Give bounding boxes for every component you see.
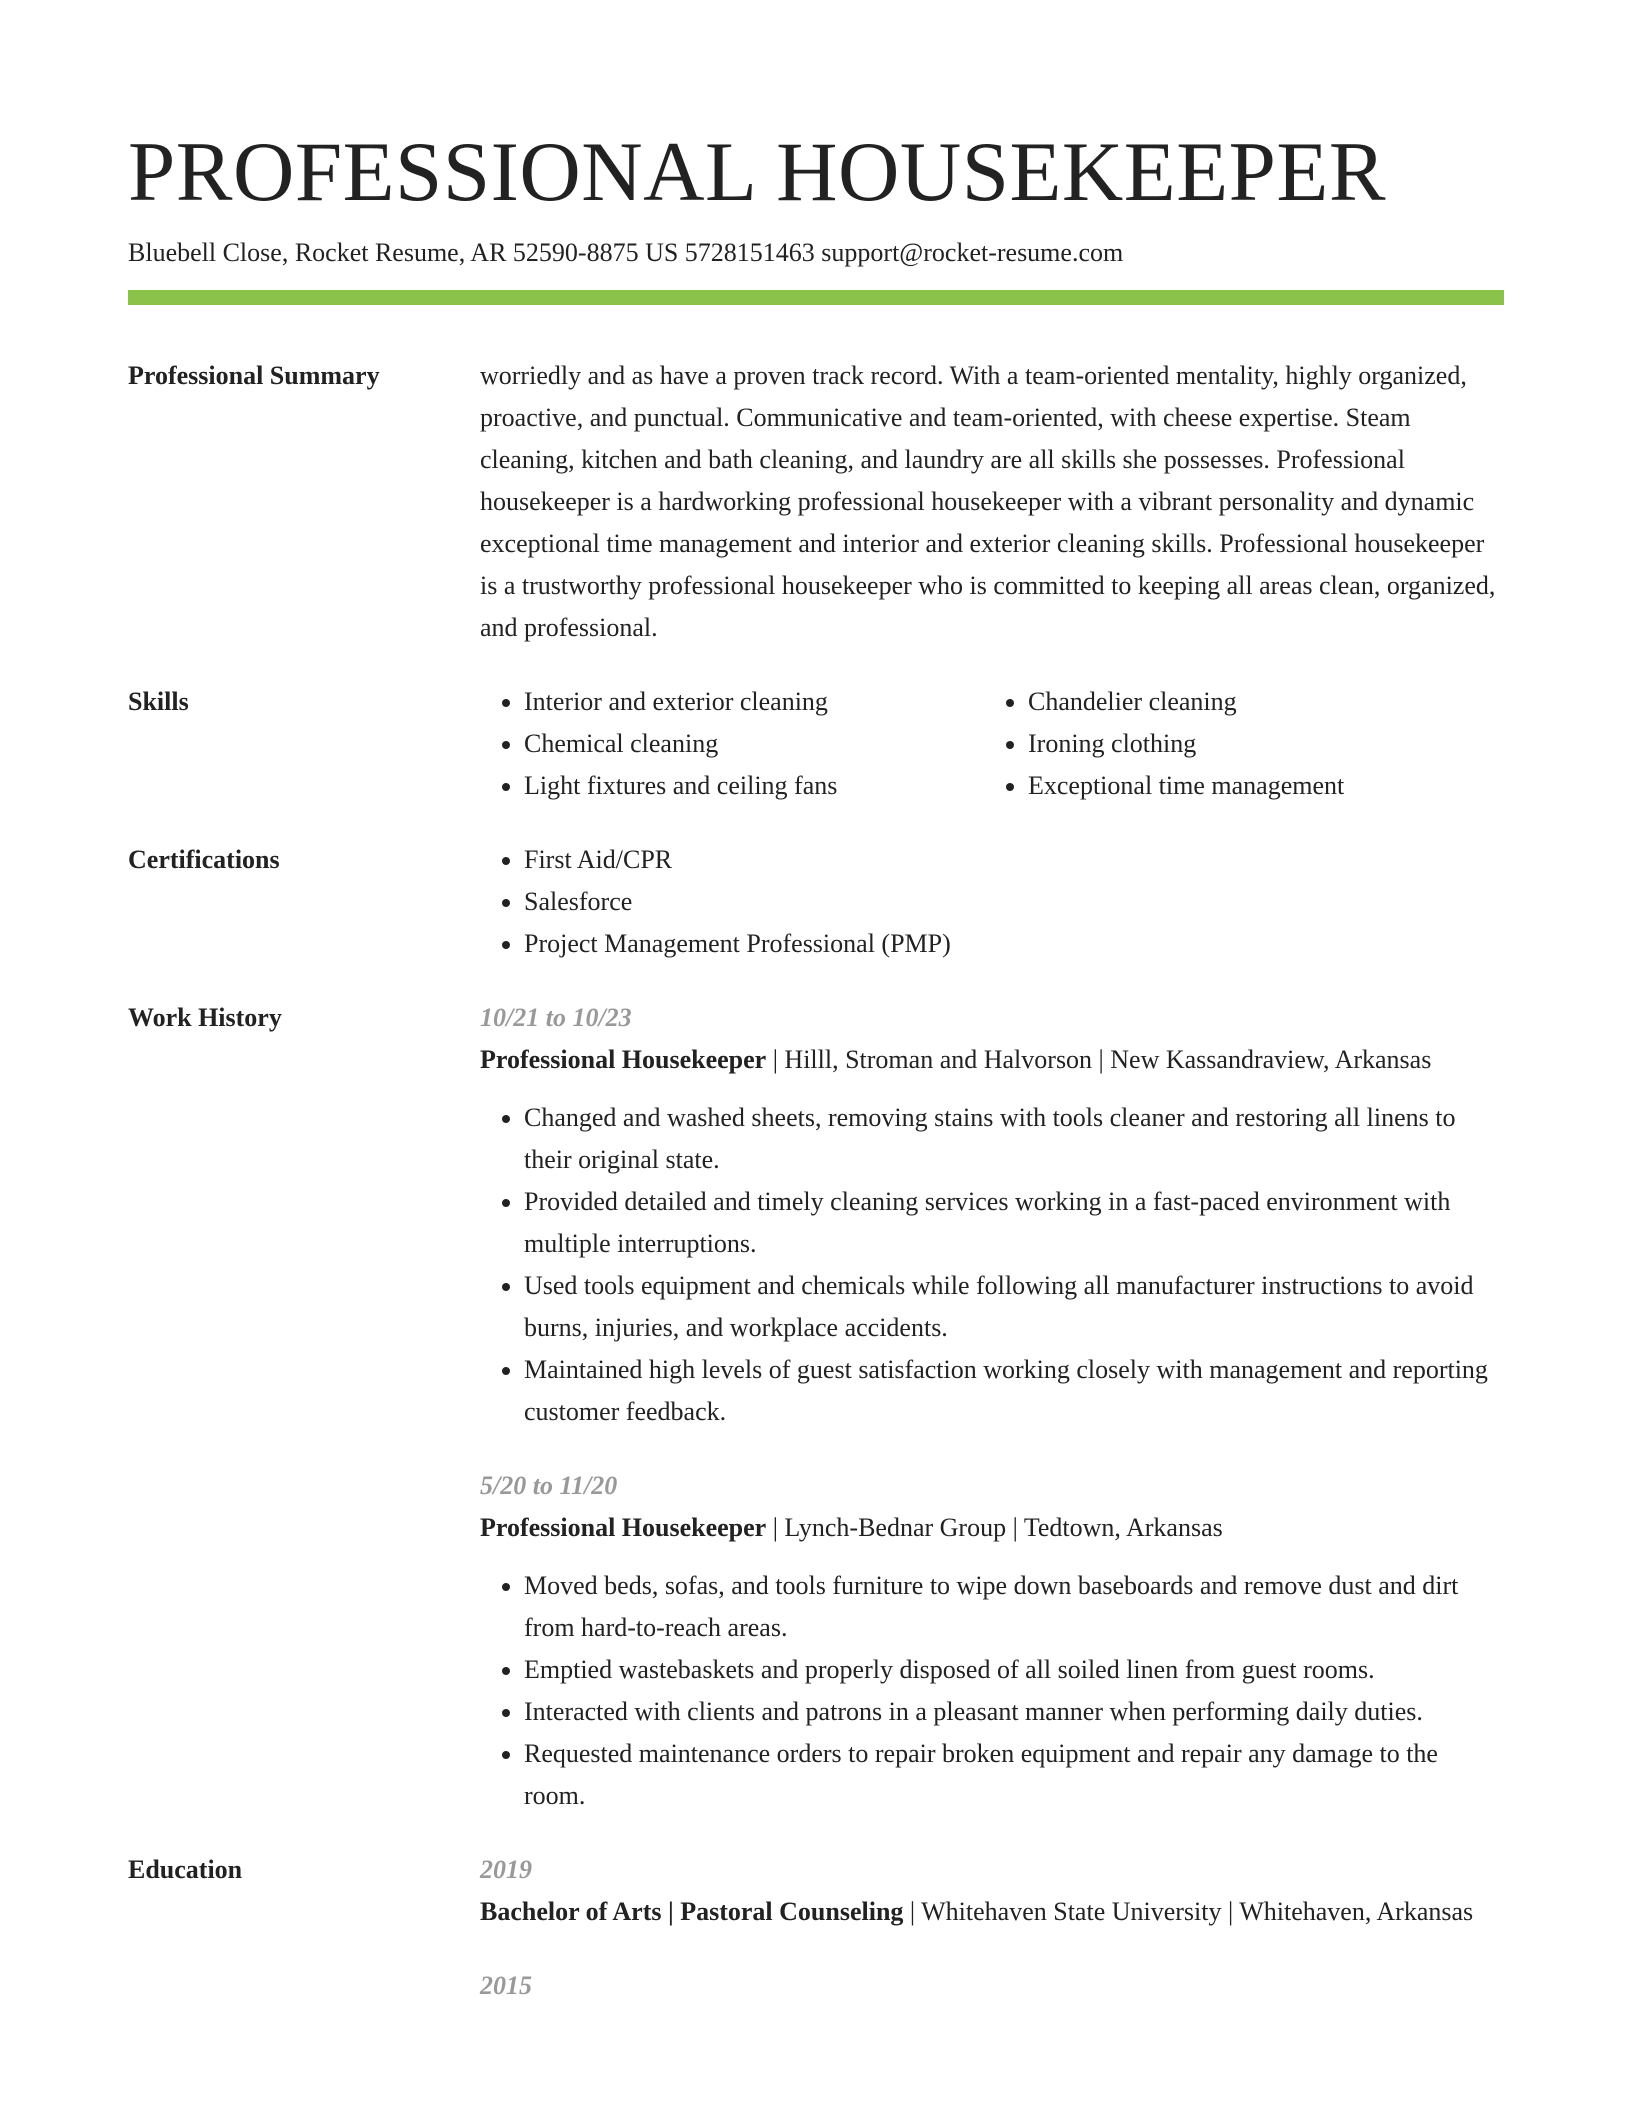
skill-item: • Exceptional time management xyxy=(1028,765,1504,807)
job-bullet: • Provided detailed and timely cleaning services working in a fast-paced environment with multiple interruptions. xyxy=(524,1181,1504,1265)
certifications-list xyxy=(480,839,1504,965)
summary-text: worriedly and as have a proven track record. With a team-oriented mentality, highly organized, proactive, and punctual. Communicative and team-oriented, with cheese expertise. Steam cleaning, kitchen and bath cleaning, and laundry are all skills she possesses. Professional housekeeper is a hardworking professional housekeeper with a vibrant personality and dynamic exceptional time management and interior and exterior cleaning skills. Professional housekeeper is a trustworthy professional housekeeper who is committed to keeping all areas clean, organized, and professional. xyxy=(480,361,1496,642)
job-heading xyxy=(480,1039,1504,1081)
skill-item: • Interior and exterior cleaning xyxy=(524,681,984,723)
skill-item: • Chandelier cleaning xyxy=(1028,681,1504,723)
work-history-section xyxy=(128,997,1504,1817)
skills-heading: Skills xyxy=(128,687,189,716)
job-bullet: • Used tools equipment and chemicals while following all manufacturer instructions to avoid burns, injuries, and workplace accidents. xyxy=(524,1265,1504,1349)
education-date: 2019 xyxy=(480,1855,532,1884)
education-date: 2015 xyxy=(480,1971,532,2000)
education-entry xyxy=(480,1849,1504,1933)
education-entry xyxy=(480,1965,1504,2007)
skills-list-right xyxy=(984,681,1504,807)
summary-heading: Professional Summary xyxy=(128,361,380,390)
school-details: | Whitehaven State University | Whitehaven, Arkansas xyxy=(903,1897,1474,1926)
certification-item: • First Aid/CPR xyxy=(524,839,1504,881)
job-bullet: • Maintained high levels of guest satisfaction working closely with management and reporting customer feedback. xyxy=(524,1349,1504,1433)
job-heading xyxy=(480,1507,1504,1549)
education-heading-line xyxy=(480,1891,1504,1933)
job-dates: 10/21 to 10/23 xyxy=(480,1003,632,1032)
skill-item: • Chemical cleaning xyxy=(524,723,984,765)
job-details: | Hilll, Stroman and Halvorson | New Kassandraview, Arkansas xyxy=(766,1045,1432,1074)
candidate-name: PROFESSIONAL HOUSEKEEPER xyxy=(128,125,1387,219)
skills-list-left xyxy=(480,681,984,807)
accent-divider xyxy=(128,290,1504,305)
job-bullets xyxy=(480,1565,1504,1817)
summary-section xyxy=(128,355,1504,649)
skills-section xyxy=(128,681,1504,807)
contact-line: Bluebell Close, Rocket Resume, AR 52590-8875 US 5728151463 support@rocket-resume.com xyxy=(128,238,1124,267)
resume-page xyxy=(128,0,1504,2007)
job-entry xyxy=(480,1465,1504,1817)
job-details: | Lynch-Bednar Group | Tedtown, Arkansas xyxy=(766,1513,1223,1542)
job-title: Professional Housekeeper xyxy=(480,1513,767,1542)
skill-item: • Ironing clothing xyxy=(1028,723,1504,765)
certification-item: • Salesforce xyxy=(524,881,1504,923)
work-history-heading: Work History xyxy=(128,1003,282,1032)
degree: Bachelor of Arts | Pastoral Counseling xyxy=(480,1897,904,1926)
job-bullet: • Emptied wastebaskets and properly disposed of all soiled linen from guest rooms. xyxy=(524,1649,1504,1691)
certifications-section xyxy=(128,839,1504,965)
job-bullet: • Interacted with clients and patrons in a pleasant manner when performing daily duties. xyxy=(524,1691,1504,1733)
education-section xyxy=(128,1849,1504,2007)
job-dates: 5/20 to 11/20 xyxy=(480,1471,618,1500)
job-entry xyxy=(480,997,1504,1433)
job-bullets xyxy=(480,1097,1504,1433)
certifications-heading: Certifications xyxy=(128,845,280,874)
job-bullet: • Requested maintenance orders to repair broken equipment and repair any damage to the room. xyxy=(524,1733,1504,1817)
job-bullet: • Changed and washed sheets, removing stains with tools cleaner and restoring all linens to their original state. xyxy=(524,1097,1504,1181)
certification-item: • Project Management Professional (PMP) xyxy=(524,923,1504,965)
education-heading: Education xyxy=(128,1855,243,1884)
job-bullet: • Moved beds, sofas, and tools furniture to wipe down baseboards and remove dust and dirt from hard-to-reach areas. xyxy=(524,1565,1504,1649)
skill-item: • Light fixtures and ceiling fans xyxy=(524,765,984,807)
job-title: Professional Housekeeper xyxy=(480,1045,767,1074)
